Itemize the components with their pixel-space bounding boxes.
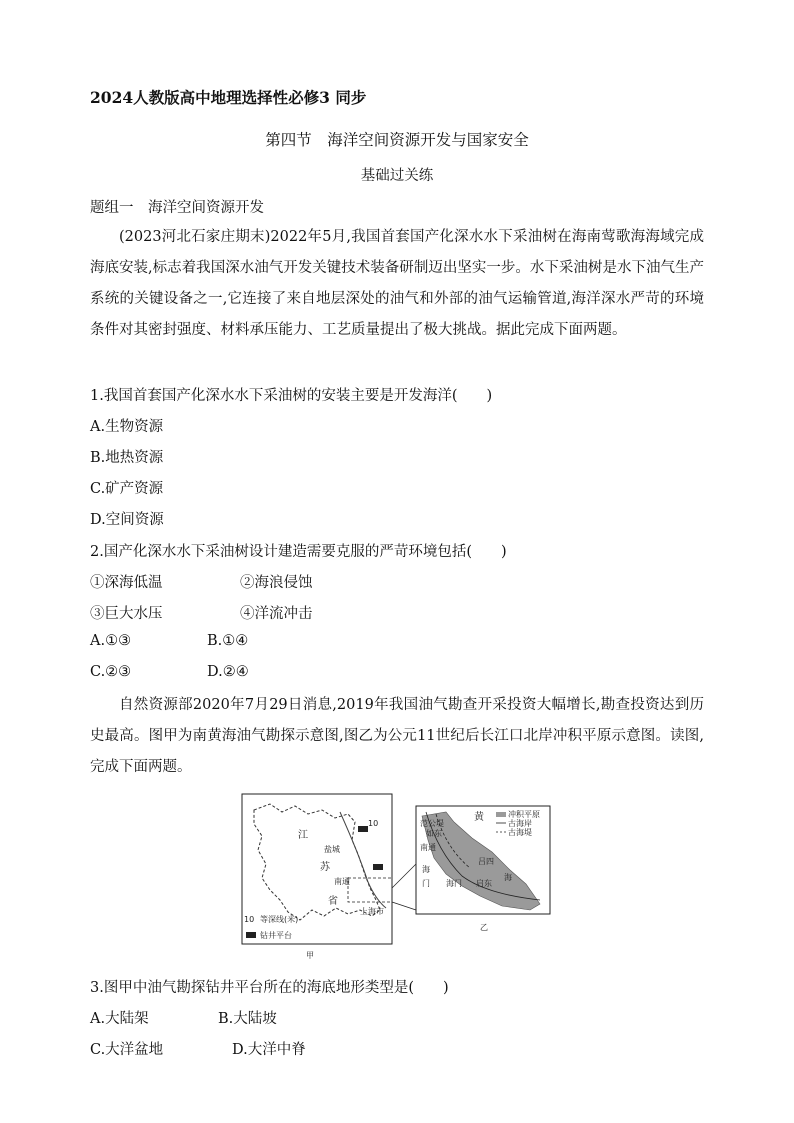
map-b-label-qidong: 启东 (476, 879, 492, 888)
map-a-label-sheng: 省 (328, 896, 338, 907)
q3-option-a[interactable]: A.大陆架 (90, 1011, 149, 1027)
map-a-caption: 甲 (306, 951, 314, 960)
q1-option-b[interactable]: B.地热资源 (90, 450, 164, 466)
question-3-stem: 3.图甲中油气勘探钻井平台所在的海底地形类型是( ) (90, 980, 449, 996)
map-a-legend-contour: 等深线(米) (260, 915, 299, 924)
map-b-caption: 乙 (480, 923, 488, 932)
q2-item-1: ①深海低温 (90, 575, 163, 591)
q2-item-3: ③巨大水压 (90, 606, 163, 622)
q2-option-d[interactable]: D.②④ (207, 664, 249, 680)
map-figure (240, 792, 554, 962)
q1-option-a[interactable]: A.生物资源 (90, 419, 164, 435)
map-b-label-rudong: 如东 (426, 829, 442, 838)
connector-line (392, 864, 416, 888)
map-b-label-nantong: 南通 (420, 843, 436, 852)
q3-option-d[interactable]: D.大洋中脊 (232, 1042, 306, 1058)
q2-option-a[interactable]: A.①③ (90, 633, 132, 649)
q2-item-4: ④洋流冲击 (240, 606, 313, 622)
map-b-legend-seawall: 古海堤 (508, 828, 532, 837)
question-2-stem: 2.国产化深水水下采油树设计建造需要克服的严苛环境包括( ) (90, 544, 507, 560)
document-header: 2024人教版高中地理选择性必修3 同步 (90, 88, 367, 107)
map-b-label-hai1: 海 (422, 865, 430, 874)
map-b-label-huang: 黄 (474, 812, 484, 823)
q1-option-c[interactable]: C.矿产资源 (90, 481, 164, 497)
map-b-label-men: 门 (422, 879, 430, 888)
q1-option-d[interactable]: D.空间资源 (90, 512, 164, 528)
map-a-legend-num: 10 (244, 915, 255, 924)
question-1-stem: 1.我国首套国产化深水水下采油树的安装主要是开发海洋( ) (90, 388, 493, 404)
legend-plain-swatch (496, 812, 506, 817)
map-a-label-su: 苏 (320, 862, 330, 873)
q3-option-b[interactable]: B.大陆坡 (218, 1011, 277, 1027)
map-b-label-hai2: 海 (504, 873, 512, 882)
map-b-legend-coast: 古海岸 (508, 819, 532, 828)
map-a-label-yancheng: 盐城 (324, 845, 340, 854)
map-a-legend-platform: 钻井平台 (260, 931, 292, 940)
q3-option-c[interactable]: C.大洋盆地 (90, 1042, 164, 1058)
q2-option-c[interactable]: C.②③ (90, 664, 132, 680)
map-a-label-jiang: 江 (298, 830, 308, 841)
map-b-label-haimen: 海门 (446, 879, 462, 888)
map-b-label-lvsi: 吕四 (478, 857, 494, 866)
connector-line-2 (392, 902, 416, 910)
map-b-label-fangongdi: 范公堤 (420, 819, 444, 828)
map-svg (240, 792, 554, 962)
map-a-label-contour: 10 (368, 819, 379, 828)
q2-option-b[interactable]: B.①④ (207, 633, 249, 649)
subsection-title: 基础过关练 (360, 168, 434, 184)
q2-item-2: ②海浪侵蚀 (240, 575, 313, 591)
map-a-label-shanghai: 上海市 (360, 907, 384, 916)
map-b-legend-plain: 冲积平原 (508, 810, 540, 819)
passage-1: (2023河北石家庄期末)2022年5月,我国首套国产化深水水下采油树在海南莺歌海海域完成海底安装,标志着我国深水油气开发关键技术装备研制迈出坚实一步。水下采油树是水下油气生产系统的关键设备之一,它连接了来自地层深处的油气和外部的油气运输管道,海洋深水严苛的环境条件对其密封强度、材料承压能力、工艺质量提出了极大挑战。据此完成下面两题。 (90, 229, 704, 338)
map-a-label-nantong: 南通 (334, 877, 350, 886)
passage-2: 自然资源部2020年7月29日消息,2019年我国油气勘查开采投资大幅增长,勘查投资达到历史最高。图甲为南黄海油气勘探示意图,图乙为公元11世纪后长江口北岸冲积平原示意图。读图,完成下面两题。 (90, 697, 704, 775)
group-title: 题组一 海洋空间资源开发 (90, 200, 264, 216)
section-title: 第四节 海洋空间资源开发与国家安全 (265, 131, 529, 149)
